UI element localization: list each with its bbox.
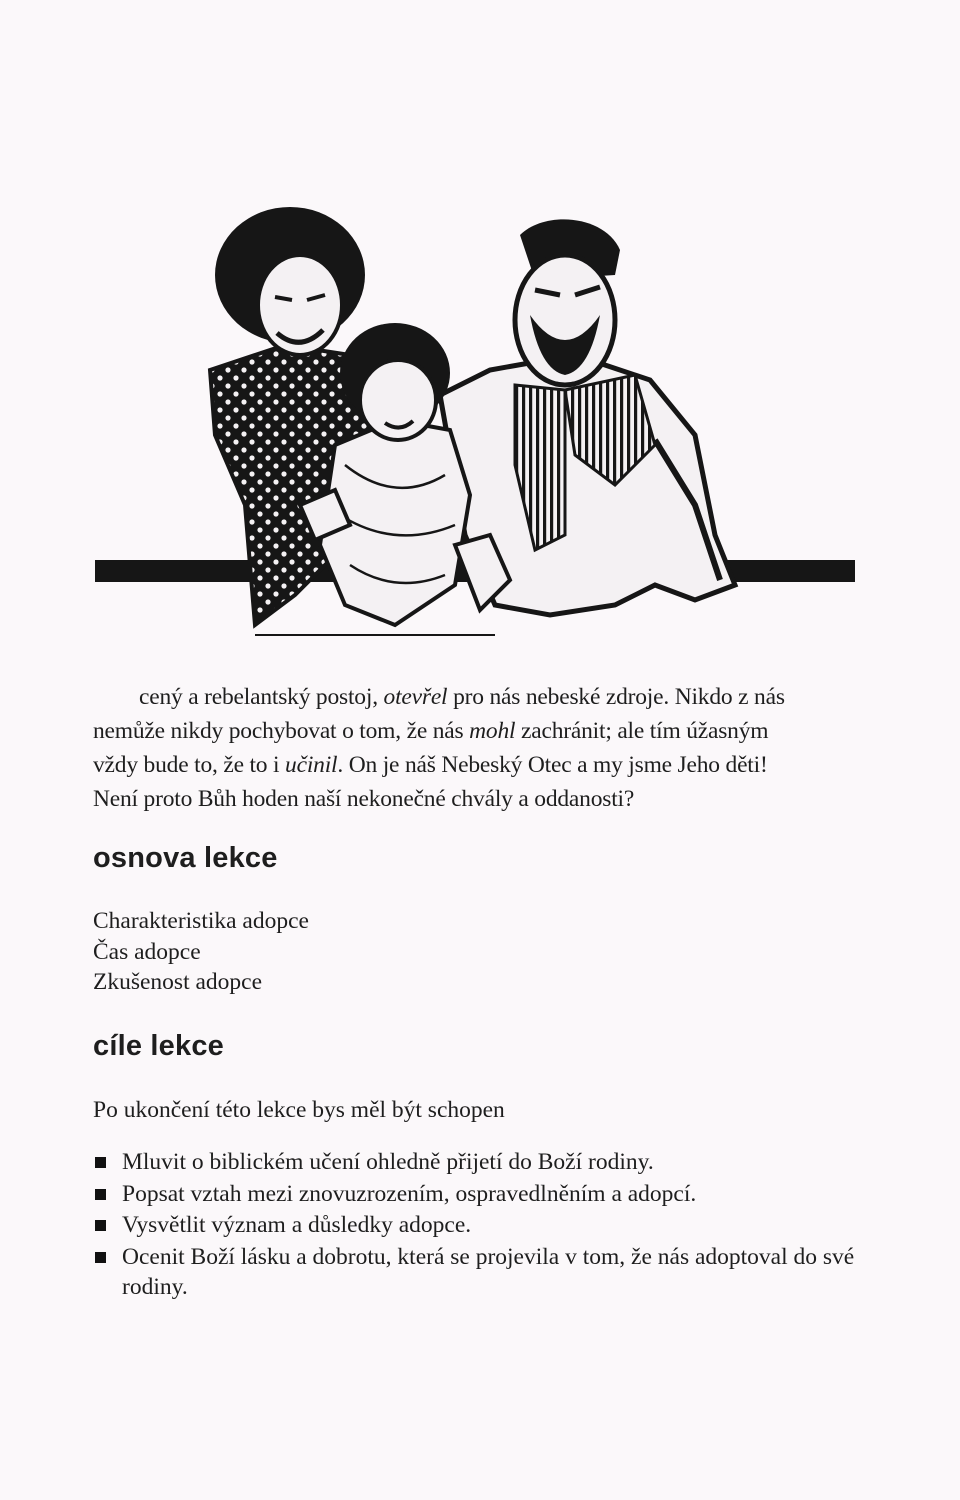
goal-item xyxy=(93,1242,873,1303)
goal-text: Mluvit o biblickém učení ohledně přijetí do Boží rodiny. xyxy=(122,1149,654,1175)
intro-text: vždy bude to, že to i xyxy=(93,752,286,778)
intro-line xyxy=(93,714,893,748)
intro-text: . On je náš Nebeský Otec a my jsme Jeho děti! xyxy=(337,752,768,778)
square-bullet-icon xyxy=(95,1220,106,1231)
goals-list xyxy=(93,1147,873,1304)
goal-text: Popsat vztah mezi znovuzrozením, ospravedlněním a adopcí. xyxy=(122,1180,697,1207)
outline-list xyxy=(93,906,309,998)
outline-heading: osnova lekce xyxy=(93,842,278,874)
intro-text: zachránit; ale tím úžasným xyxy=(515,718,769,744)
intro-text: pro nás nebeské zdroje. Nikdo z nás xyxy=(447,684,785,710)
intro-text: nemůže nikdy pochybovat o tom, že nás xyxy=(93,718,470,744)
intro-line xyxy=(93,748,893,782)
square-bullet-icon xyxy=(95,1157,106,1168)
intro-italic: mohl xyxy=(469,718,516,744)
family-illustration xyxy=(95,205,855,665)
outline-item: Charakteristika adopce xyxy=(93,908,309,934)
goal-item xyxy=(93,1210,873,1241)
intro-paragraph xyxy=(93,680,893,816)
outline-item: Zkušenost adopce xyxy=(93,969,263,995)
goals-intro: Po ukončení této lekce bys měl být schopen xyxy=(93,1097,505,1123)
square-bullet-icon xyxy=(95,1189,106,1200)
intro-italic: učinil xyxy=(285,752,338,778)
intro-line xyxy=(93,680,893,714)
goals-heading: cíle lekce xyxy=(93,1030,224,1062)
goal-item xyxy=(93,1147,873,1178)
goal-item xyxy=(93,1179,873,1210)
outline-item: Čas adopce xyxy=(93,938,201,965)
square-bullet-icon xyxy=(95,1252,106,1263)
intro-line: Není proto Bůh hoden naší nekonečné chvály a oddanosti? xyxy=(93,786,635,812)
goal-text: Vysvětlit význam a důsledky adopce. xyxy=(122,1212,472,1238)
goal-text: Ocenit Boží lásku a dobrotu, která se projevila v tom, že nás adoptoval do své rodiny. xyxy=(122,1243,855,1300)
intro-italic: otevřel xyxy=(383,684,448,710)
intro-text: cený a rebelantský postoj, xyxy=(139,684,384,710)
